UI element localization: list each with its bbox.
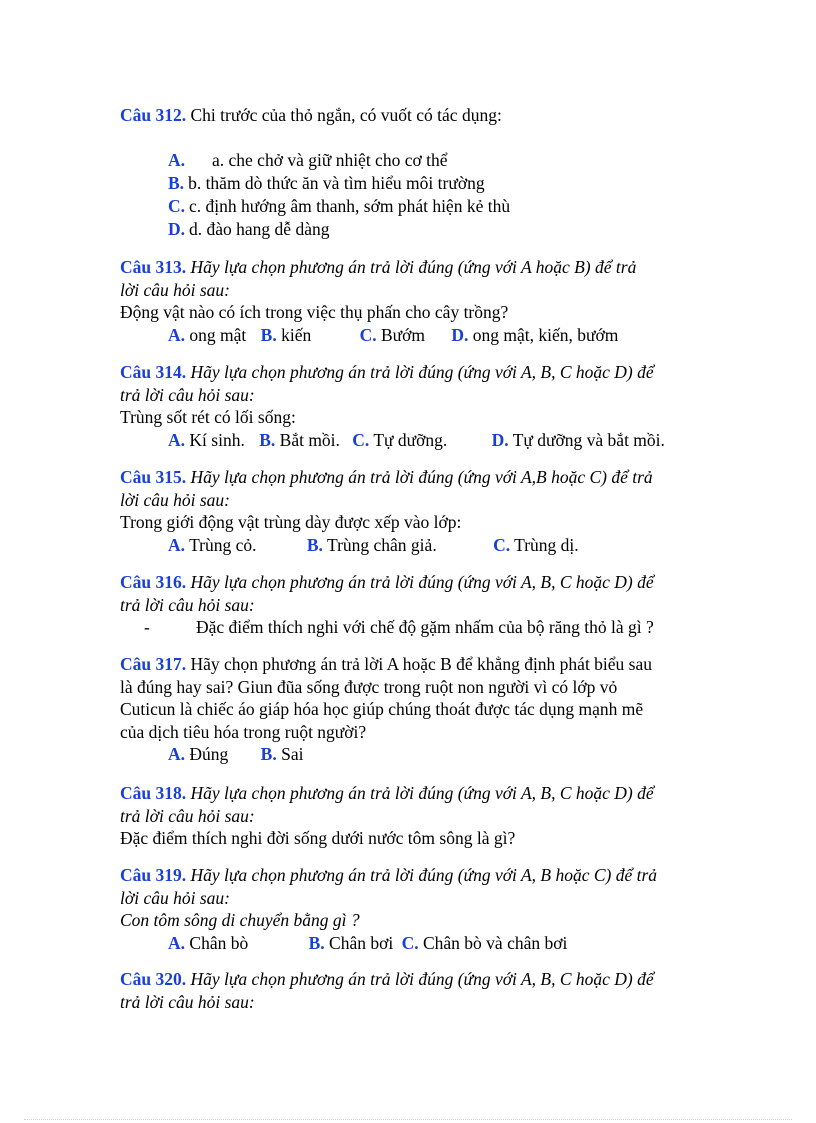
question-319 — [120, 864, 710, 954]
option-a-text: Trùng cỏ. — [185, 534, 257, 555]
option-d-label: D. — [491, 429, 509, 450]
option-c-text: Trùng dị. — [510, 534, 579, 555]
option-c — [168, 195, 510, 218]
option-text: c. định hướng âm thanh, sớm phát hiện kẻ thù — [189, 196, 511, 216]
question-stem-cont: của dịch tiêu hóa trong ruột người? — [120, 721, 367, 742]
option-d-label: D. — [451, 324, 469, 345]
question-312 — [120, 104, 710, 127]
question-instruction: Hãy lựa chọn phương án trả lời đúng (ứng với A, B, C hoặc D) để — [186, 969, 654, 989]
option-a-text: Đúng — [185, 744, 229, 764]
question-314 — [120, 361, 710, 451]
question-313 — [120, 256, 710, 346]
option-label: D. — [168, 219, 186, 239]
option-c-text: Bướm — [376, 324, 426, 345]
question-316 — [120, 571, 710, 639]
question-instruction: Hãy lựa chọn phương án trả lời đúng (ứng với A,B hoặc C) để trả — [186, 467, 653, 487]
question-instruction-cont: trả lời câu hỏi sau: — [120, 594, 255, 615]
question-instruction-cont: lời câu hỏi sau: — [120, 279, 230, 300]
option-label: B. — [168, 173, 185, 193]
question-instruction-cont: trả lời câu hỏi sau: — [120, 384, 255, 405]
option-a-text: Chân bò — [185, 932, 249, 953]
page-bottom-divider — [24, 1119, 792, 1120]
option-b-label: B. — [306, 534, 323, 555]
question-number: Câu 317. — [120, 654, 187, 674]
question-stem: Động vật nào có ích trong việc thụ phấn cho cây trồng? — [120, 302, 509, 322]
option-b-text: Bắt mồi. — [275, 429, 340, 450]
question-stem: Trong giới động vật trùng dày được xếp vào lớp: — [120, 512, 462, 532]
question-number: Câu 316. — [120, 572, 187, 592]
question-instruction: Hãy lựa chọn phương án trả lời đúng (ứng với A, B hoặc C) để trả — [186, 865, 658, 885]
option-a-label: A. — [168, 744, 186, 764]
answer-row — [120, 429, 710, 452]
question-instruction: Hãy lựa chọn phương án trả lời đúng (ứng với A hoặc B) để trả — [186, 257, 637, 277]
option-d — [168, 218, 329, 241]
question-stem: Hãy chọn phương án trả lời A hoặc B để khẳng định phát biểu sau — [186, 654, 653, 674]
option-a-label: A. — [168, 429, 186, 450]
question-stem-cont: Cuticun là chiếc áo giáp hóa học giúp chúng thoát được tác dụng mạnh mẽ — [120, 699, 644, 719]
question-number: Câu 318. — [120, 783, 187, 803]
option-text: b. thăm dò thức ăn và tìm hiểu môi trường — [188, 173, 485, 193]
question-317 — [120, 653, 710, 766]
option-d-text: ong mật, kiến, bướm — [468, 324, 619, 345]
option-a-label: A. — [168, 534, 186, 555]
option-a-label: A. — [168, 324, 186, 345]
option-c-label: C. — [401, 932, 419, 953]
option-b-label: B. — [308, 932, 325, 953]
option-text: a. che chở và giữ nhiệt cho cơ thể — [212, 150, 448, 170]
option-b-label: B. — [259, 429, 276, 450]
question-instruction-cont: lời câu hỏi sau: — [120, 887, 230, 908]
answer-row — [120, 932, 710, 955]
question-320 — [120, 968, 710, 1013]
option-c-text: Chân bò và chân bơi — [418, 932, 568, 953]
option-b-label: B. — [260, 744, 277, 764]
option-c-text: Tự dưỡng. — [369, 429, 448, 450]
option-c-label: C. — [493, 534, 511, 555]
option-a-text: Kí sinh. — [185, 429, 245, 450]
question-315 — [120, 466, 710, 556]
question-number: Câu 314. — [120, 362, 187, 382]
question-stem: Chi trước của thỏ ngắn, có vuốt có tác dụng: — [186, 105, 502, 125]
option-text: d. đào hang dễ dàng — [189, 219, 330, 239]
option-c-label: C. — [359, 324, 377, 345]
option-d-text: Tự dưỡng và bắt mồi. — [508, 429, 665, 450]
question-stem: Đặc điểm thích nghi đời sống dưới nước tôm sông là gì? — [120, 828, 516, 848]
question-instruction: Hãy lựa chọn phương án trả lời đúng (ứng với A, B, C hoặc D) để — [186, 362, 654, 382]
question-stem: Đặc điểm thích nghi với chế độ gặm nhấm của bộ răng thỏ là gì ? — [196, 617, 654, 637]
question-instruction-cont: lời câu hỏi sau: — [120, 489, 230, 510]
option-b-text: Chân bơi — [324, 932, 394, 953]
question-318 — [120, 782, 710, 850]
option-a-label: A. — [168, 932, 186, 953]
option-b-text: Trùng chân giả. — [322, 534, 437, 555]
answer-row — [120, 743, 710, 766]
option-a — [168, 149, 447, 172]
answer-row — [120, 324, 710, 347]
option-a-text: ong mật — [185, 324, 247, 345]
question-number: Câu 315. — [120, 467, 187, 487]
question-stem-cont: là đúng hay sai? Giun đũa sống được trong ruột non người vì có lớp vỏ — [120, 676, 618, 697]
question-instruction: Hãy lựa chọn phương án trả lời đúng (ứng với A, B, C hoặc D) để — [186, 572, 654, 592]
option-label: A. — [168, 150, 186, 170]
option-c-label: C. — [352, 429, 370, 450]
option-label: C. — [168, 196, 186, 216]
question-number: Câu 313. — [120, 257, 187, 277]
question-instruction-cont: trả lời câu hỏi sau: — [120, 805, 255, 826]
question-stem: Trùng sốt rét có lối sống: — [120, 407, 296, 427]
question-stem: Con tôm sông di chuyển bằng gì ? — [120, 910, 360, 930]
option-b-label: B. — [260, 324, 277, 345]
question-instruction-cont: trả lời câu hỏi sau: — [120, 991, 255, 1012]
option-b-text: Sai — [276, 744, 304, 764]
answer-row — [120, 534, 710, 557]
bullet: - — [144, 617, 150, 637]
option-b — [168, 172, 485, 195]
question-number: Câu 320. — [120, 969, 187, 989]
option-b-text: kiến — [276, 324, 312, 345]
question-instruction: Hãy lựa chọn phương án trả lời đúng (ứng với A, B, C hoặc D) để — [186, 783, 654, 803]
question-number: Câu 319. — [120, 865, 187, 885]
question-number: Câu 312. — [120, 105, 187, 125]
